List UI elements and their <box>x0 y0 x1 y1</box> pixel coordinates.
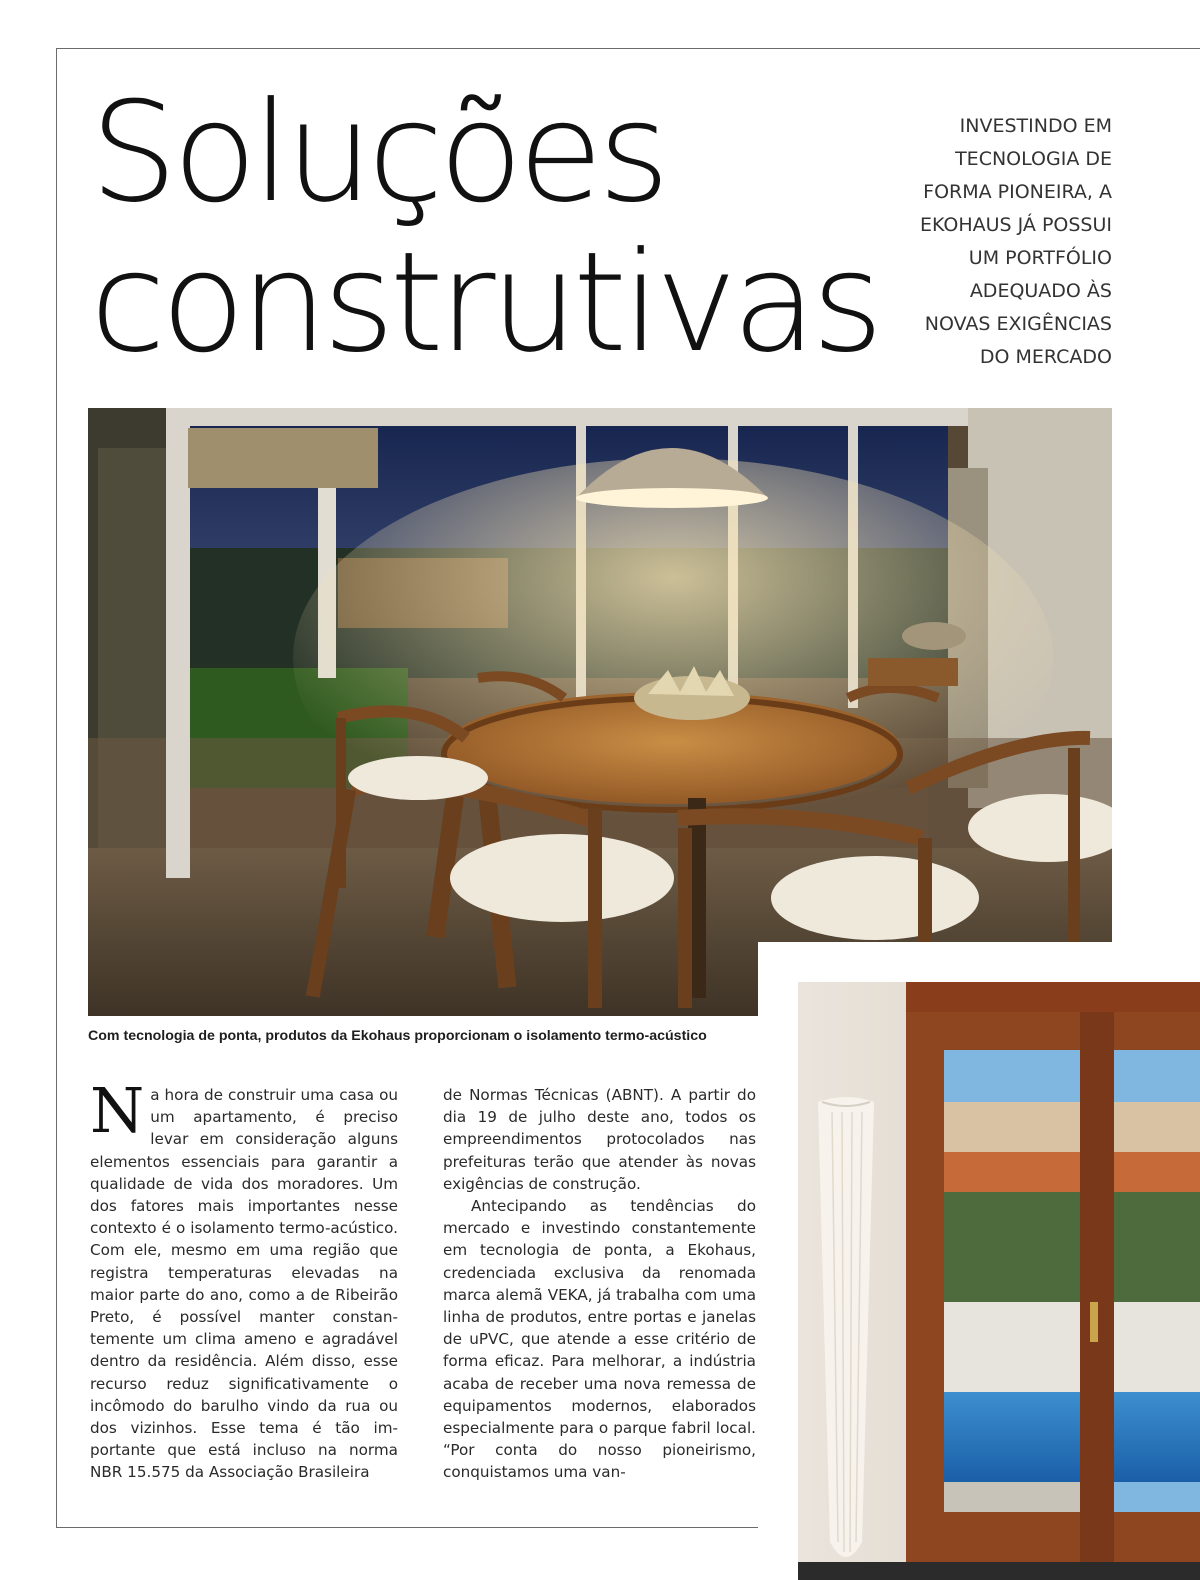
deck-line: DO MERCADO <box>979 346 1112 368</box>
door-photo <box>798 982 1200 1580</box>
hero-photo <box>88 408 1112 1016</box>
deck-line: INVESTINDO EM <box>959 115 1112 137</box>
body-paragraph: Antecipando as tendências do mercado e investindo constantemente em tecnologia de ponta, a Ekohaus, credenciada exclusiva da renomada marca alemã VEKA, já trabalha com uma linha de produtos, entre portas e janelas de uPVC, que atende a esse critério de forma eficaz. Para melhorar, a indústria acaba de receber uma nova remessa de equipamentos modernos, elaborados especialmente para o parque fabril local. “Por conta do nosso pioneirismo, conquistamos uma van- <box>443 1197 756 1482</box>
inset-photo-panel <box>758 942 1200 1580</box>
body-paragraph: a hora de construir uma casa ou um apartamento, é preciso levar em consideração alguns elementos essenciais para garantir a qualidade de vida dos moradores. Um dos fatores mais importantes nesse contexto é o isolamento termo-acústico. Com ele, mesmo em uma região que registra temperaturas elevadas na maior parte do ano, como a de Ribeirão Preto, é possível manter constantemente um clima ameno e agradável dentro da residência. Além disso, esse recurso reduz significativamente o incômodo do barulho vindo da rua ou dos vizinhos. Esse tema é tão importante que está incluso na norma NBR 15.575 da Associação Brasileira <box>90 1086 398 1482</box>
deck <box>900 110 1112 374</box>
deck-line: NOVAS EXIGÊNCIAS <box>924 313 1112 335</box>
headline-line-2: construtivas <box>90 222 879 383</box>
text-column-1 <box>90 1074 398 1484</box>
body-paragraph: de Normas Técnicas (ABNT). A partir do dia 19 de julho deste ano, todos os empreendimentos protocolados nas prefeituras terão que atender às novas exigências de construção. <box>443 1086 756 1193</box>
dining-room-illustration <box>88 408 1112 1016</box>
headline <box>90 72 879 383</box>
text-column-2 <box>443 1084 756 1484</box>
deck-line: TECNOLOGIA DE <box>955 148 1112 170</box>
deck-line: ADEQUADO ÀS <box>969 280 1112 302</box>
deck-line: EKOHAUS JÁ POSSUI <box>919 214 1112 236</box>
deck-line: FORMA PIONEIRA, A <box>923 181 1112 203</box>
wooden-door-illustration <box>798 982 1200 1580</box>
deck-line: UM PORTFÓLIO <box>968 247 1112 269</box>
drop-cap: N <box>90 1074 145 1147</box>
headline-line-1: Soluções <box>90 72 665 233</box>
photo-caption: Com tecnologia de ponta, produtos da Ekohaus proporcionam o isolamento termo-acústico <box>88 1028 707 1044</box>
